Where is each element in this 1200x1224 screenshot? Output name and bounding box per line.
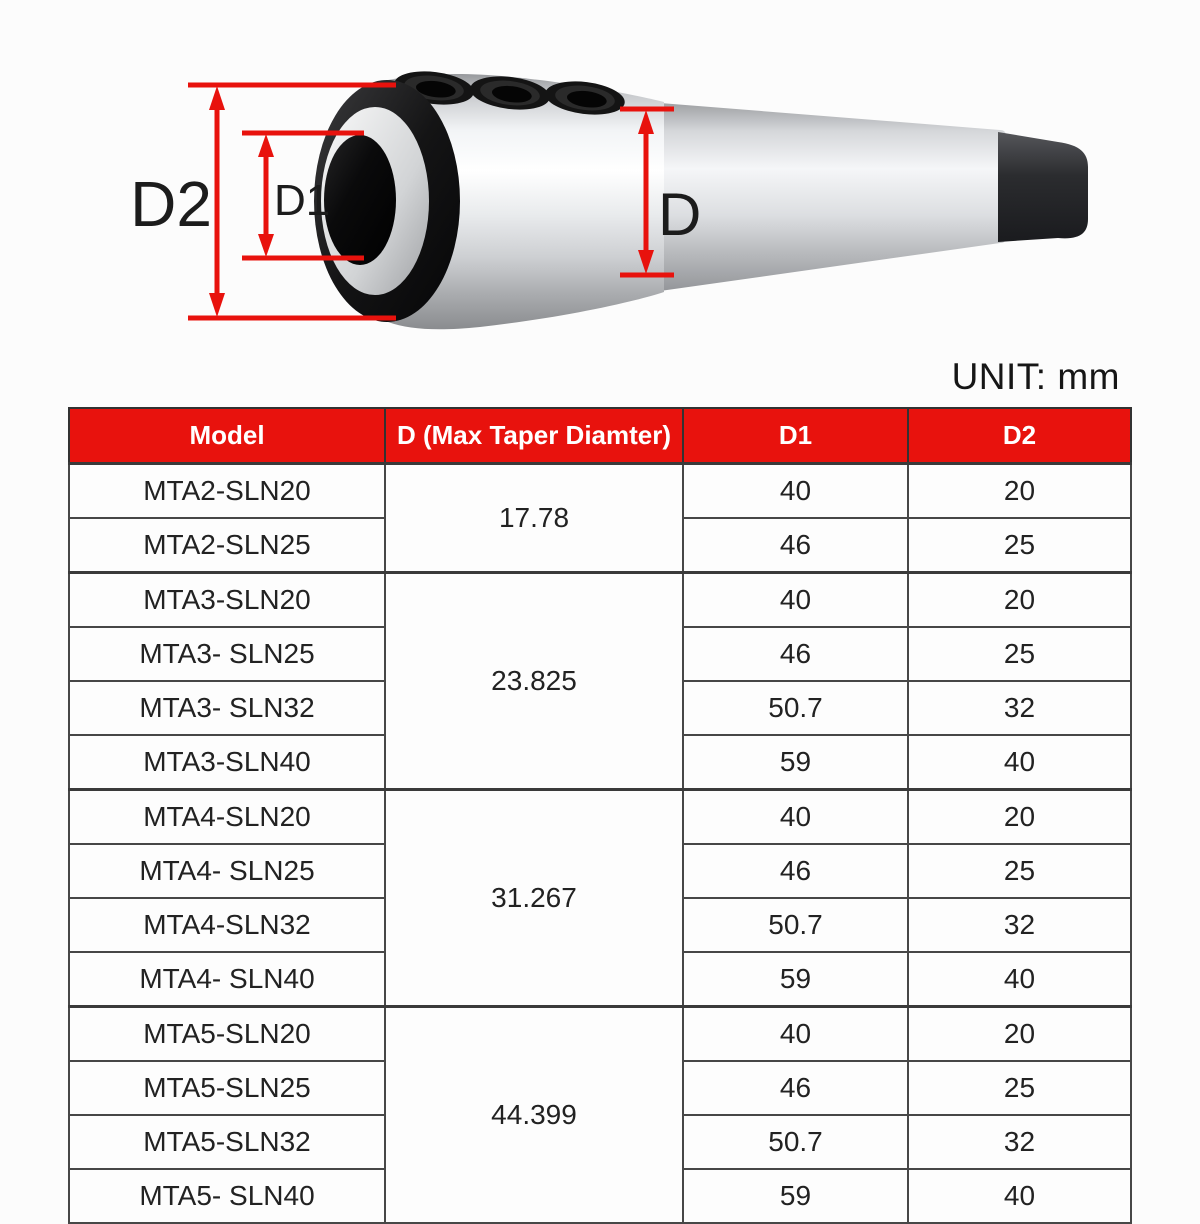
tool-holder-illustration [0, 0, 1200, 360]
d2-value-cell: 20 [908, 573, 1131, 628]
d2-value-cell: 40 [908, 735, 1131, 790]
model-cell: MTA4-SLN20 [69, 790, 385, 845]
d2-value-cell: 40 [908, 952, 1131, 1007]
model-cell: MTA3-SLN20 [69, 573, 385, 628]
table-row [69, 1007, 1131, 1062]
d-value-cell: 44.399 [385, 1007, 683, 1224]
model-cell: MTA4-SLN32 [69, 898, 385, 952]
spec-table [68, 407, 1132, 1224]
d1-value-cell: 40 [683, 464, 908, 519]
d1-value-cell: 46 [683, 518, 908, 573]
d2-value-cell: 20 [908, 464, 1131, 519]
dimension-label-d2: D2 [130, 168, 212, 240]
table-row [69, 464, 1131, 519]
model-cell: MTA5-SLN32 [69, 1115, 385, 1169]
d1-value-cell: 46 [683, 1061, 908, 1115]
model-cell: MTA3- SLN32 [69, 681, 385, 735]
model-cell: MTA2-SLN20 [69, 464, 385, 519]
model-cell: MTA5-SLN20 [69, 1007, 385, 1062]
d2-value-cell: 25 [908, 518, 1131, 573]
column-header-d1: D1 [683, 408, 908, 464]
d1-value-cell: 59 [683, 735, 908, 790]
model-cell: MTA5- SLN40 [69, 1169, 385, 1223]
taper-shank [660, 103, 1006, 291]
model-cell: MTA5-SLN25 [69, 1061, 385, 1115]
dimension-label-d1: D1 [274, 176, 331, 225]
bore-hole [324, 135, 396, 265]
tool-holder-svg [0, 0, 1200, 360]
table-row [69, 573, 1131, 628]
d2-value-cell: 25 [908, 1061, 1131, 1115]
column-header-d: D (Max Taper Diamter) [385, 408, 683, 464]
spec-table-body [69, 464, 1131, 1224]
d2-value-cell: 32 [908, 898, 1131, 952]
d-value-cell: 31.267 [385, 790, 683, 1007]
column-header-d2: D2 [908, 408, 1131, 464]
d2-value-cell: 20 [908, 790, 1131, 845]
d1-value-cell: 50.7 [683, 898, 908, 952]
d1-value-cell: 46 [683, 844, 908, 898]
model-cell: MTA3- SLN25 [69, 627, 385, 681]
d2-value-cell: 32 [908, 681, 1131, 735]
d1-value-cell: 50.7 [683, 1115, 908, 1169]
d1-value-cell: 40 [683, 573, 908, 628]
dimension-label-d: D [658, 181, 702, 248]
table-row [69, 790, 1131, 845]
d1-value-cell: 59 [683, 1169, 908, 1223]
d1-value-cell: 40 [683, 790, 908, 845]
d-value-cell: 23.825 [385, 573, 683, 790]
column-header-model: Model [69, 408, 385, 464]
header-row [69, 408, 1131, 464]
taper-tang [998, 132, 1088, 242]
model-cell: MTA2-SLN25 [69, 518, 385, 573]
d2-value-cell: 20 [908, 1007, 1131, 1062]
d1-value-cell: 50.7 [683, 681, 908, 735]
d2-value-cell: 25 [908, 844, 1131, 898]
d-value-cell: 17.78 [385, 464, 683, 573]
model-cell: MTA4- SLN25 [69, 844, 385, 898]
unit-label: UNIT: mm [951, 356, 1120, 397]
d1-value-cell: 46 [683, 627, 908, 681]
model-cell: MTA3-SLN40 [69, 735, 385, 790]
d1-value-cell: 40 [683, 1007, 908, 1062]
d2-value-cell: 25 [908, 627, 1131, 681]
d2-value-cell: 40 [908, 1169, 1131, 1223]
d1-value-cell: 59 [683, 952, 908, 1007]
d2-value-cell: 32 [908, 1115, 1131, 1169]
model-cell: MTA4- SLN40 [69, 952, 385, 1007]
